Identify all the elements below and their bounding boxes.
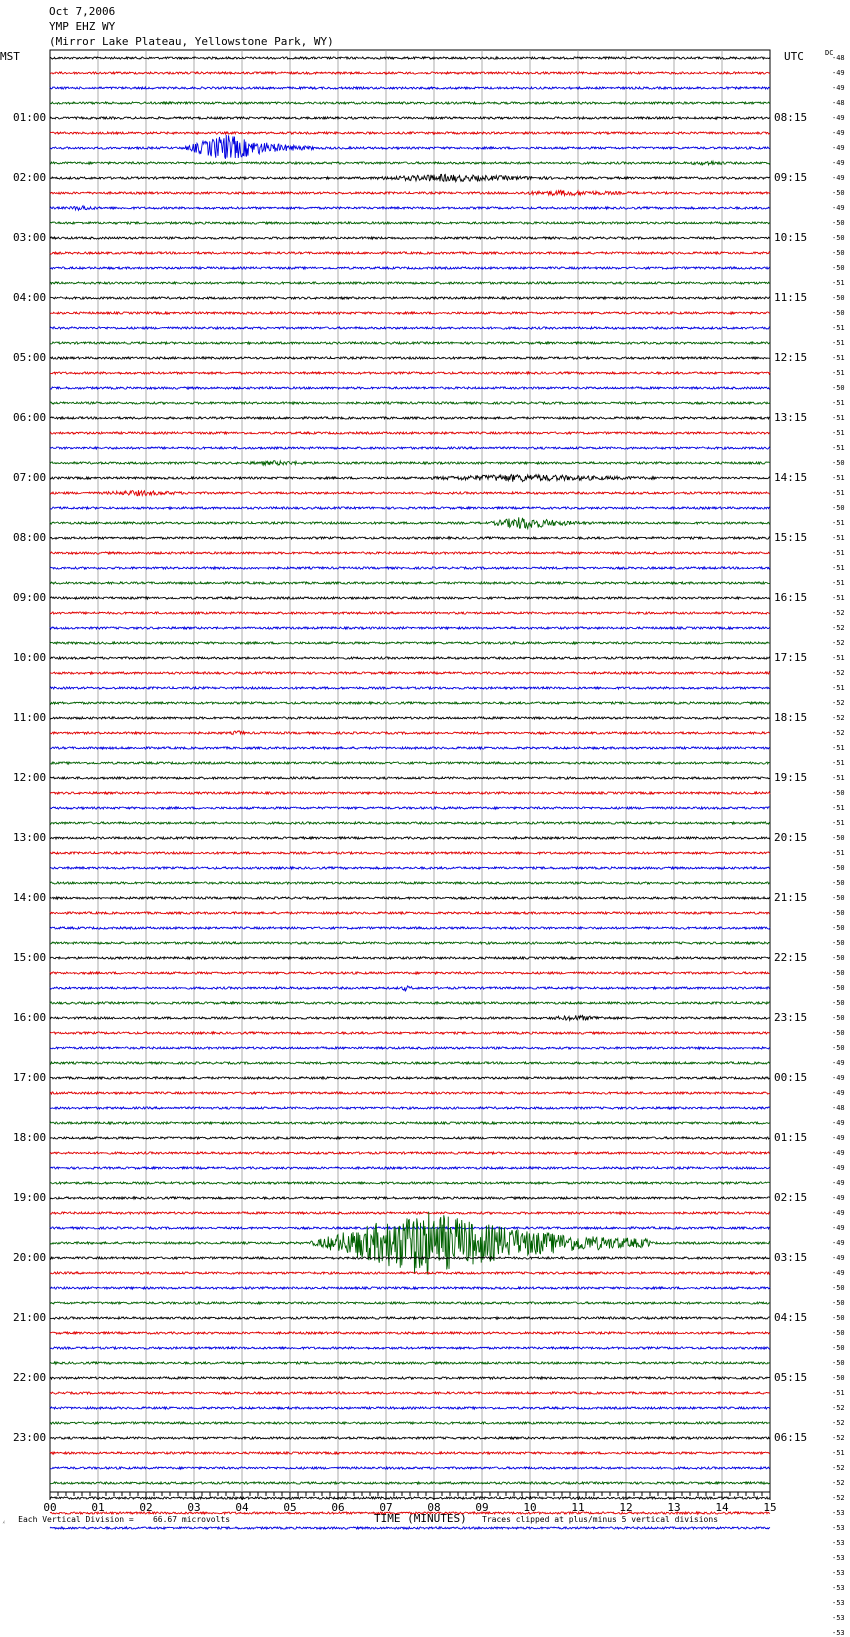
dc-offset-label: -50	[832, 924, 845, 932]
dc-offset-label: -50	[832, 1044, 845, 1052]
clip-note: Traces clipped at plus/minus 5 vertical divisions	[482, 1515, 719, 1524]
dc-offset-label: -51	[832, 339, 845, 347]
dc-offset-label: -50	[832, 504, 845, 512]
x-tick-label: 08	[427, 1501, 441, 1514]
seismic-trace	[50, 942, 770, 944]
seismic-trace	[50, 282, 770, 284]
left-hour-label: 21:00	[13, 1311, 47, 1324]
seismic-trace	[50, 1077, 770, 1079]
seismic-trace	[50, 657, 770, 659]
dc-offset-label: -49	[832, 69, 845, 77]
seismic-trace	[50, 475, 770, 482]
dc-offset-label: -51	[832, 369, 845, 377]
seismic-trace	[50, 807, 770, 809]
seismic-trace	[50, 1407, 770, 1409]
dc-offset-label: -51	[832, 549, 845, 557]
left-hour-label: 16:00	[13, 1011, 47, 1024]
dc-offset-label: -50	[832, 1284, 845, 1292]
dc-offset-label: -49	[832, 1194, 845, 1202]
seismic-trace	[50, 642, 770, 644]
seismic-trace	[50, 1437, 770, 1439]
seismic-trace	[50, 1287, 770, 1289]
dc-offset-label: -51	[832, 354, 845, 362]
seismic-trace	[50, 1122, 770, 1124]
seismic-trace	[50, 57, 770, 59]
seismic-trace	[50, 174, 770, 181]
dc-offset-label: -50	[832, 1314, 845, 1322]
dc-offset-label: -53	[832, 1554, 845, 1562]
dc-offset-label: -49	[832, 144, 845, 152]
left-hour-label: 12:00	[13, 771, 47, 784]
dc-offset-label: -50	[832, 984, 845, 992]
seismic-trace	[50, 507, 770, 509]
left-hour-label: 08:00	[13, 531, 47, 544]
seismic-trace	[50, 117, 770, 119]
right-hour-label: 06:15	[774, 1431, 808, 1444]
dc-offset-label: -49	[832, 1059, 845, 1067]
right-hour-label: 21:15	[774, 891, 808, 904]
right-hour-label: 01:15	[774, 1131, 808, 1144]
dc-offset-label: -51	[832, 564, 845, 572]
seismic-trace	[50, 687, 770, 689]
dc-offset-label: -50	[832, 384, 845, 392]
dc-offset-label: -50	[832, 864, 845, 872]
dc-offset-label: -50	[832, 234, 845, 242]
left-hour-label: 13:00	[13, 831, 47, 844]
right-hour-label: 11:15	[774, 291, 808, 304]
dc-offset-label: -50	[832, 789, 845, 797]
right-hour-label: 13:15	[774, 411, 808, 424]
right-hour-label: 19:15	[774, 771, 808, 784]
x-tick-label: 05	[283, 1501, 297, 1514]
dc-offset-label: -50	[832, 999, 845, 1007]
right-hour-label: 14:15	[774, 471, 808, 484]
left-timezone-label: MST	[0, 50, 20, 63]
x-tick-label: 14	[715, 1501, 729, 1514]
dc-offset-label: -50	[832, 219, 845, 227]
dc-offset-label: -52	[832, 639, 845, 647]
seismic-trace	[50, 777, 770, 779]
seismic-trace	[50, 867, 770, 869]
dc-offset-label: -52	[832, 1494, 845, 1502]
right-hour-label: 08:15	[774, 111, 808, 124]
dc-offset-label: -52	[832, 714, 845, 722]
dc-offset-label: -50	[832, 1344, 845, 1352]
dc-offset-label: -52	[832, 609, 845, 617]
dc-offset-label: -51	[832, 534, 845, 542]
seismic-trace	[50, 597, 770, 599]
seismic-trace	[50, 1332, 770, 1334]
seismic-trace	[50, 731, 770, 735]
dc-offset-label: -50	[832, 1374, 845, 1382]
seismic-trace	[50, 237, 770, 239]
dc-offset-label: -50	[832, 834, 845, 842]
seismic-trace	[50, 461, 770, 466]
seismic-trace	[50, 897, 770, 899]
x-tick-label: 11	[571, 1501, 585, 1514]
seismic-trace	[50, 1032, 770, 1034]
date-label: Oct 7,2006	[49, 5, 116, 18]
seismic-trace	[50, 1377, 770, 1379]
dc-offset-label: -53	[832, 1509, 845, 1517]
right-hour-label: 05:15	[774, 1371, 808, 1384]
right-hour-label: 23:15	[774, 1011, 808, 1024]
left-hour-label: 06:00	[13, 411, 47, 424]
left-hour-label: 22:00	[13, 1371, 47, 1384]
plot-frame	[50, 50, 770, 1492]
station-label: YMP EHZ WY	[49, 20, 116, 33]
dc-offset-label: -52	[832, 699, 845, 707]
seismic-trace	[50, 852, 770, 854]
seismic-trace	[50, 972, 770, 974]
left-hour-label: 18:00	[13, 1131, 47, 1144]
seismic-trace	[50, 627, 770, 629]
x-axis-title: TIME (MINUTES)	[374, 1512, 467, 1525]
dc-offset-label: -51	[832, 819, 845, 827]
dc-offset-label: -49	[832, 84, 845, 92]
dc-offset-label: -51	[832, 414, 845, 422]
seismic-trace	[50, 702, 770, 704]
x-tick-label: 02	[139, 1501, 153, 1514]
dc-offset-label: -53	[832, 1584, 845, 1592]
left-hour-label: 05:00	[13, 351, 47, 364]
seismic-trace	[50, 957, 770, 959]
dc-offset-label: -52	[832, 1404, 845, 1412]
dc-offset-label: -53	[832, 1569, 845, 1577]
dc-offset-label: -53	[832, 1524, 845, 1532]
seismic-trace	[50, 1002, 770, 1004]
dc-offset-label: -51	[832, 849, 845, 857]
seismic-trace	[50, 1272, 770, 1274]
dc-label: DC	[825, 49, 834, 57]
dc-offset-label: -52	[832, 1419, 845, 1427]
dc-offset-label: -50	[832, 294, 845, 302]
left-hour-label: 03:00	[13, 231, 47, 244]
seismic-trace	[50, 72, 770, 74]
location-label: (Mirror Lake Plateau, Yellowstone Park, WY)	[49, 35, 334, 48]
seismic-trace	[50, 342, 770, 344]
seismic-trace	[50, 1107, 770, 1109]
dc-offset-label: -49	[832, 1254, 845, 1262]
seismic-trace	[50, 822, 770, 824]
dc-offset-label: -48	[832, 1104, 845, 1112]
left-hour-label: 20:00	[13, 1251, 47, 1264]
dc-offset-label: -49	[832, 1209, 845, 1217]
dc-offset-label: -51	[832, 579, 845, 587]
right-hour-label: 22:15	[774, 951, 808, 964]
seismic-trace	[50, 567, 770, 569]
seismic-trace	[50, 1047, 770, 1049]
dc-offset-label: -50	[832, 1359, 845, 1367]
left-hour-label: 19:00	[13, 1191, 47, 1204]
dc-offset-label: -50	[832, 879, 845, 887]
seismic-trace	[50, 402, 770, 404]
seismic-trace	[50, 1482, 770, 1484]
right-hour-label: 02:15	[774, 1191, 808, 1204]
dc-offset-label: -50	[832, 309, 845, 317]
dc-offset-label: -50	[832, 939, 845, 947]
seismic-trace	[50, 135, 770, 159]
dc-offset-label: -51	[832, 444, 845, 452]
dc-offset-label: -50	[832, 1329, 845, 1337]
dc-offset-label: -51	[832, 1389, 845, 1397]
seismic-trace	[50, 327, 770, 329]
left-hour-label: 14:00	[13, 891, 47, 904]
dc-offset-label: -49	[832, 1164, 845, 1172]
dc-offset-label: -50	[832, 1299, 845, 1307]
x-tick-label: 15	[763, 1501, 777, 1514]
dc-offset-label: -52	[832, 669, 845, 677]
seismic-trace	[50, 1137, 770, 1139]
right-hour-label: 20:15	[774, 831, 808, 844]
seismic-trace	[50, 161, 770, 165]
seismic-trace	[50, 517, 770, 528]
seismic-trace	[50, 297, 770, 299]
seismic-trace	[50, 1092, 770, 1094]
plot-grid	[50, 50, 770, 1492]
dc-offset-label: -49	[832, 1239, 845, 1247]
dc-offset-label: -48	[832, 54, 845, 62]
seismic-trace	[50, 672, 770, 674]
dc-offset-label: -51	[832, 684, 845, 692]
dc-offset-label: -52	[832, 1434, 845, 1442]
dc-offset-label: -51	[832, 744, 845, 752]
seismic-trace	[50, 387, 770, 389]
left-hour-label: 10:00	[13, 651, 47, 664]
dc-offset-label: -50	[832, 249, 845, 257]
dc-offset-label: -49	[832, 1149, 845, 1157]
dc-offset-label: -52	[832, 1464, 845, 1472]
right-hour-label: 09:15	[774, 171, 808, 184]
dc-offset-label: -49	[832, 174, 845, 182]
seismic-trace	[50, 1527, 770, 1529]
dc-offset-label: -49	[832, 1074, 845, 1082]
dc-offset-label: -49	[832, 1119, 845, 1127]
x-tick-label: 13	[667, 1501, 681, 1514]
dc-offset-label: -51	[832, 489, 845, 497]
right-timezone-label: UTC	[784, 50, 804, 63]
dc-offset-label: -50	[832, 264, 845, 272]
left-hour-label: 09:00	[13, 591, 47, 604]
seismic-trace	[50, 986, 770, 991]
seismic-trace	[50, 747, 770, 749]
seismic-trace	[50, 1167, 770, 1169]
x-tick-label: 04	[235, 1501, 249, 1514]
seismic-trace	[50, 1197, 770, 1199]
right-hour-label: 18:15	[774, 711, 808, 724]
left-hour-label: 17:00	[13, 1071, 47, 1084]
dc-offset-label: -50	[832, 969, 845, 977]
dc-offset-label: -51	[832, 519, 845, 527]
dc-offset-label: -49	[832, 204, 845, 212]
trace-group	[50, 57, 770, 1534]
seismic-trace	[50, 1302, 770, 1304]
seismic-trace	[50, 582, 770, 584]
dc-offset-label: -53	[832, 1599, 845, 1607]
seismic-trace	[50, 537, 770, 539]
seismic-trace	[50, 837, 770, 839]
seismic-trace	[50, 312, 770, 314]
dc-offset-label: -50	[832, 954, 845, 962]
dc-offset-label: -51	[832, 324, 845, 332]
dc-offset-label: -51	[832, 429, 845, 437]
dc-offset-label: -49	[832, 1269, 845, 1277]
dc-offset-label: -53	[832, 1539, 845, 1547]
dc-offset-label: -53	[832, 1629, 845, 1637]
seismic-trace	[50, 1317, 770, 1319]
dc-offset-label: -49	[832, 1134, 845, 1142]
seismic-trace	[50, 1212, 770, 1275]
seismic-trace	[50, 357, 770, 359]
dc-offset-label: -52	[832, 729, 845, 737]
dc-offset-label: -51	[832, 804, 845, 812]
seismic-trace	[50, 447, 770, 449]
seismic-trace	[50, 222, 770, 224]
left-hour-label: 11:00	[13, 711, 47, 724]
seismic-trace	[50, 1422, 770, 1424]
seismic-trace	[50, 372, 770, 374]
dc-offset-label: -50	[832, 189, 845, 197]
dc-offset-label: -50	[832, 1014, 845, 1022]
right-hour-label: 15:15	[774, 531, 808, 544]
seismic-trace	[50, 206, 770, 211]
right-hour-label: 04:15	[774, 1311, 808, 1324]
seismic-trace	[50, 717, 770, 719]
seismic-trace	[50, 612, 770, 614]
dc-offset-label: -51	[832, 399, 845, 407]
seismic-trace	[50, 1467, 770, 1469]
dc-offset-label: -51	[832, 759, 845, 767]
dc-offset-label: -50	[832, 909, 845, 917]
seismic-trace	[50, 1347, 770, 1349]
x-tick-label: 00	[43, 1501, 57, 1514]
dc-offset-label: -51	[832, 594, 845, 602]
seismic-trace	[50, 882, 770, 884]
seismic-trace	[50, 132, 770, 134]
seismic-trace	[50, 927, 770, 929]
left-hour-label: 15:00	[13, 951, 47, 964]
dc-offset-label: -49	[832, 129, 845, 137]
dc-offset-label: -51	[832, 1449, 845, 1457]
dc-offset-label: -48	[832, 99, 845, 107]
x-tick-label: 03	[187, 1501, 201, 1514]
seismic-trace	[50, 87, 770, 89]
dc-offset-label: -51	[832, 654, 845, 662]
seismic-trace	[50, 1152, 770, 1154]
x-tick-label: 01	[91, 1501, 105, 1514]
scale-note: ⁁ Each Vertical Division = 66.67 microvolts	[3, 1515, 231, 1524]
seismic-trace	[50, 1362, 770, 1364]
dc-offset-label: -49	[832, 1224, 845, 1232]
seismic-trace	[50, 1015, 770, 1020]
dc-offset-label: -51	[832, 774, 845, 782]
seismic-trace	[50, 417, 770, 419]
right-hour-label: 10:15	[774, 231, 808, 244]
x-tick-label: 10	[523, 1501, 537, 1514]
seismic-trace	[50, 490, 770, 496]
seismic-trace	[50, 792, 770, 794]
x-tick-label: 07	[379, 1501, 393, 1514]
x-tick-label: 09	[475, 1501, 489, 1514]
seismic-trace	[50, 252, 770, 254]
seismic-trace	[50, 1212, 770, 1214]
seismic-trace	[50, 912, 770, 914]
left-hour-label: 23:00	[13, 1431, 47, 1444]
dc-offset-label: -50	[832, 459, 845, 467]
dc-offset-label: -50	[832, 1029, 845, 1037]
right-hour-label: 12:15	[774, 351, 808, 364]
seismic-trace	[50, 432, 770, 434]
seismic-trace	[50, 1182, 770, 1184]
dc-offset-label: -53	[832, 1614, 845, 1622]
seismic-trace	[50, 267, 770, 269]
seismic-trace	[50, 1062, 770, 1064]
dc-offset-label: -49	[832, 1089, 845, 1097]
left-hour-label: 01:00	[13, 111, 47, 124]
seismic-trace	[50, 552, 770, 554]
dc-offset-label: -51	[832, 474, 845, 482]
seismic-trace	[50, 1452, 770, 1454]
right-hour-label: 16:15	[774, 591, 808, 604]
seismic-trace	[50, 190, 770, 195]
x-tick-label: 12	[619, 1501, 633, 1514]
seismic-trace	[50, 1497, 770, 1499]
dc-offset-label: -52	[832, 1479, 845, 1487]
dc-offset-label: -52	[832, 624, 845, 632]
left-hour-label: 07:00	[13, 471, 47, 484]
dc-offset-label: -49	[832, 114, 845, 122]
right-hour-label: 00:15	[774, 1071, 808, 1084]
right-hour-label: 17:15	[774, 651, 808, 664]
x-tick-label: 06	[331, 1501, 345, 1514]
seismic-trace	[50, 1257, 770, 1259]
left-hour-label: 04:00	[13, 291, 47, 304]
left-hour-label: 02:00	[13, 171, 47, 184]
seismic-trace	[50, 102, 770, 104]
dc-offset-label: -51	[832, 279, 845, 287]
dc-offset-label: -50	[832, 894, 845, 902]
right-hour-label: 03:15	[774, 1251, 808, 1264]
dc-offset-label: -49	[832, 159, 845, 167]
dc-offset-label: -49	[832, 1179, 845, 1187]
seismic-trace	[50, 762, 770, 764]
seismic-trace	[50, 1392, 770, 1394]
